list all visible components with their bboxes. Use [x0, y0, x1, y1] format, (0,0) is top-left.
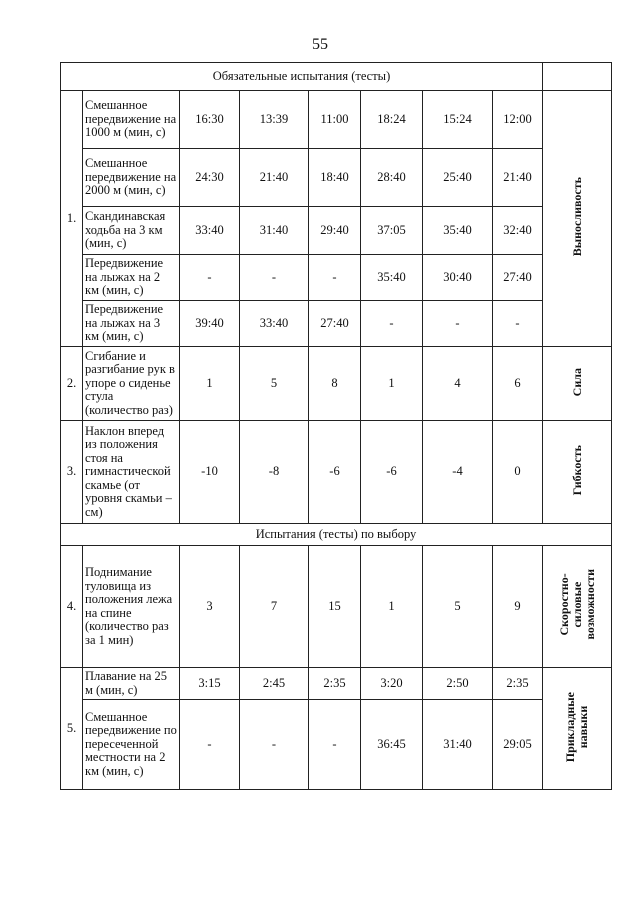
table-cell: 18:40 — [309, 149, 361, 207]
test-number: 5. — [61, 668, 83, 790]
test-name: Передвижение на лыжах на 2 км (мин, с) — [83, 255, 180, 301]
table-cell: 27:40 — [309, 301, 361, 347]
table-cell: 1 — [361, 546, 423, 668]
page-number: 55 — [312, 36, 328, 53]
test-number: 1. — [61, 91, 83, 347]
category-label: Сила — [569, 367, 584, 396]
table-cell: 27:40 — [493, 255, 543, 301]
section-header-blank — [543, 63, 612, 91]
table-row — [61, 149, 612, 207]
norms-table — [60, 62, 612, 790]
table-cell: -8 — [240, 421, 309, 524]
table-cell: 3 — [180, 546, 240, 668]
table-cell: 33:40 — [240, 301, 309, 347]
table-cell: 18:24 — [361, 91, 423, 149]
table-cell: 15:24 — [423, 91, 493, 149]
table-cell: 28:40 — [361, 149, 423, 207]
table-cell: 35:40 — [423, 207, 493, 255]
table-cell: -4 — [423, 421, 493, 524]
table-cell: 1 — [180, 347, 240, 421]
table-row — [61, 668, 612, 700]
table-cell: 2:50 — [423, 668, 493, 700]
test-name: Смешанное передвижение на 2000 м (мин, с) — [83, 149, 180, 207]
section-title-optional: Испытания (тесты) по выбору — [61, 524, 612, 546]
table-cell: - — [309, 255, 361, 301]
table-cell: 6 — [493, 347, 543, 421]
test-number: 2. — [61, 347, 83, 421]
table-cell: -10 — [180, 421, 240, 524]
table-cell: 32:40 — [493, 207, 543, 255]
table-cell: 0 — [493, 421, 543, 524]
table-cell: 37:05 — [361, 207, 423, 255]
table-cell: 7 — [240, 546, 309, 668]
table-cell: 25:40 — [423, 149, 493, 207]
test-number: 4. — [61, 546, 83, 668]
table-cell: 11:00 — [309, 91, 361, 149]
test-name: Сгибание и разгибание рук в упоре о сиденье стула (количество раз) — [83, 347, 180, 421]
table-cell: 5 — [240, 347, 309, 421]
table-row — [61, 91, 612, 149]
table-cell: 1 — [361, 347, 423, 421]
category-cell — [543, 347, 612, 421]
table-cell: 15 — [309, 546, 361, 668]
table-row — [61, 301, 612, 347]
table-row — [61, 700, 612, 790]
table-cell: 31:40 — [240, 207, 309, 255]
table-cell: 31:40 — [423, 700, 493, 790]
table-cell: - — [493, 301, 543, 347]
table-cell: 12:00 — [493, 91, 543, 149]
table-row — [61, 207, 612, 255]
table-cell: 29:40 — [309, 207, 361, 255]
test-name: Наклон вперед из положения стоя на гимнастической скамье (от уровня скамьи – см) — [83, 421, 180, 524]
category-label — [558, 569, 597, 640]
table-cell: 3:20 — [361, 668, 423, 700]
test-number: 3. — [61, 421, 83, 524]
table-cell: - — [240, 700, 309, 790]
table-cell: - — [180, 700, 240, 790]
test-name: Передвижение на лыжах на 3 км (мин, с) — [83, 301, 180, 347]
table-cell: 29:05 — [493, 700, 543, 790]
category-line: Скоростно- — [556, 573, 571, 636]
table-row — [61, 347, 612, 421]
section-header-row — [61, 524, 612, 546]
table-cell: - — [361, 301, 423, 347]
table-cell: -6 — [361, 421, 423, 524]
section-header-row — [61, 63, 612, 91]
test-name: Смешанное передвижение на 1000 м (мин, с) — [83, 91, 180, 149]
test-name: Плавание на 25 м (мин, с) — [83, 668, 180, 700]
category-line: навыки — [576, 705, 590, 749]
category-label: Выносливость — [569, 177, 584, 257]
table-cell: 8 — [309, 347, 361, 421]
table-cell: 9 — [493, 546, 543, 668]
table-row — [61, 255, 612, 301]
table-cell: 2:35 — [493, 668, 543, 700]
table-cell: - — [240, 255, 309, 301]
table-cell: 2:45 — [240, 668, 309, 700]
table-cell: - — [180, 255, 240, 301]
table-cell: 30:40 — [423, 255, 493, 301]
table-cell: 16:30 — [180, 91, 240, 149]
table-cell: 36:45 — [361, 700, 423, 790]
section-title-mandatory: Обязательные испытания (тесты) — [61, 63, 543, 91]
category-label: Гибкость — [569, 445, 584, 496]
table-cell: 5 — [423, 546, 493, 668]
table-cell: 21:40 — [240, 149, 309, 207]
table-cell: 21:40 — [493, 149, 543, 207]
table-cell: - — [309, 700, 361, 790]
table-cell: -6 — [309, 421, 361, 524]
table-cell: 39:40 — [180, 301, 240, 347]
table-cell: 4 — [423, 347, 493, 421]
category-cell — [543, 668, 612, 790]
category-cell — [543, 91, 612, 347]
test-name: Скандинавская ходьба на 3 км (мин, с) — [83, 207, 180, 255]
table-cell: 2:35 — [309, 668, 361, 700]
category-line: возможности — [582, 569, 597, 641]
category-line: Прикладные — [563, 691, 577, 762]
table-cell: 24:30 — [180, 149, 240, 207]
table-row — [61, 421, 612, 524]
table-cell: 35:40 — [361, 255, 423, 301]
category-cell — [543, 421, 612, 524]
table-cell: 3:15 — [180, 668, 240, 700]
table-row — [61, 546, 612, 668]
category-label — [564, 692, 590, 762]
table-cell: 33:40 — [180, 207, 240, 255]
category-cell — [543, 546, 612, 668]
test-name: Поднимание туловища из положения лежа на спине (количество раз за 1 мин) — [83, 546, 180, 668]
test-name: Смешанное передвижение по пересеченной местности на 2 км (мин, с) — [83, 700, 180, 790]
table-cell: 13:39 — [240, 91, 309, 149]
category-line: силовые — [569, 581, 584, 628]
table-cell: - — [423, 301, 493, 347]
